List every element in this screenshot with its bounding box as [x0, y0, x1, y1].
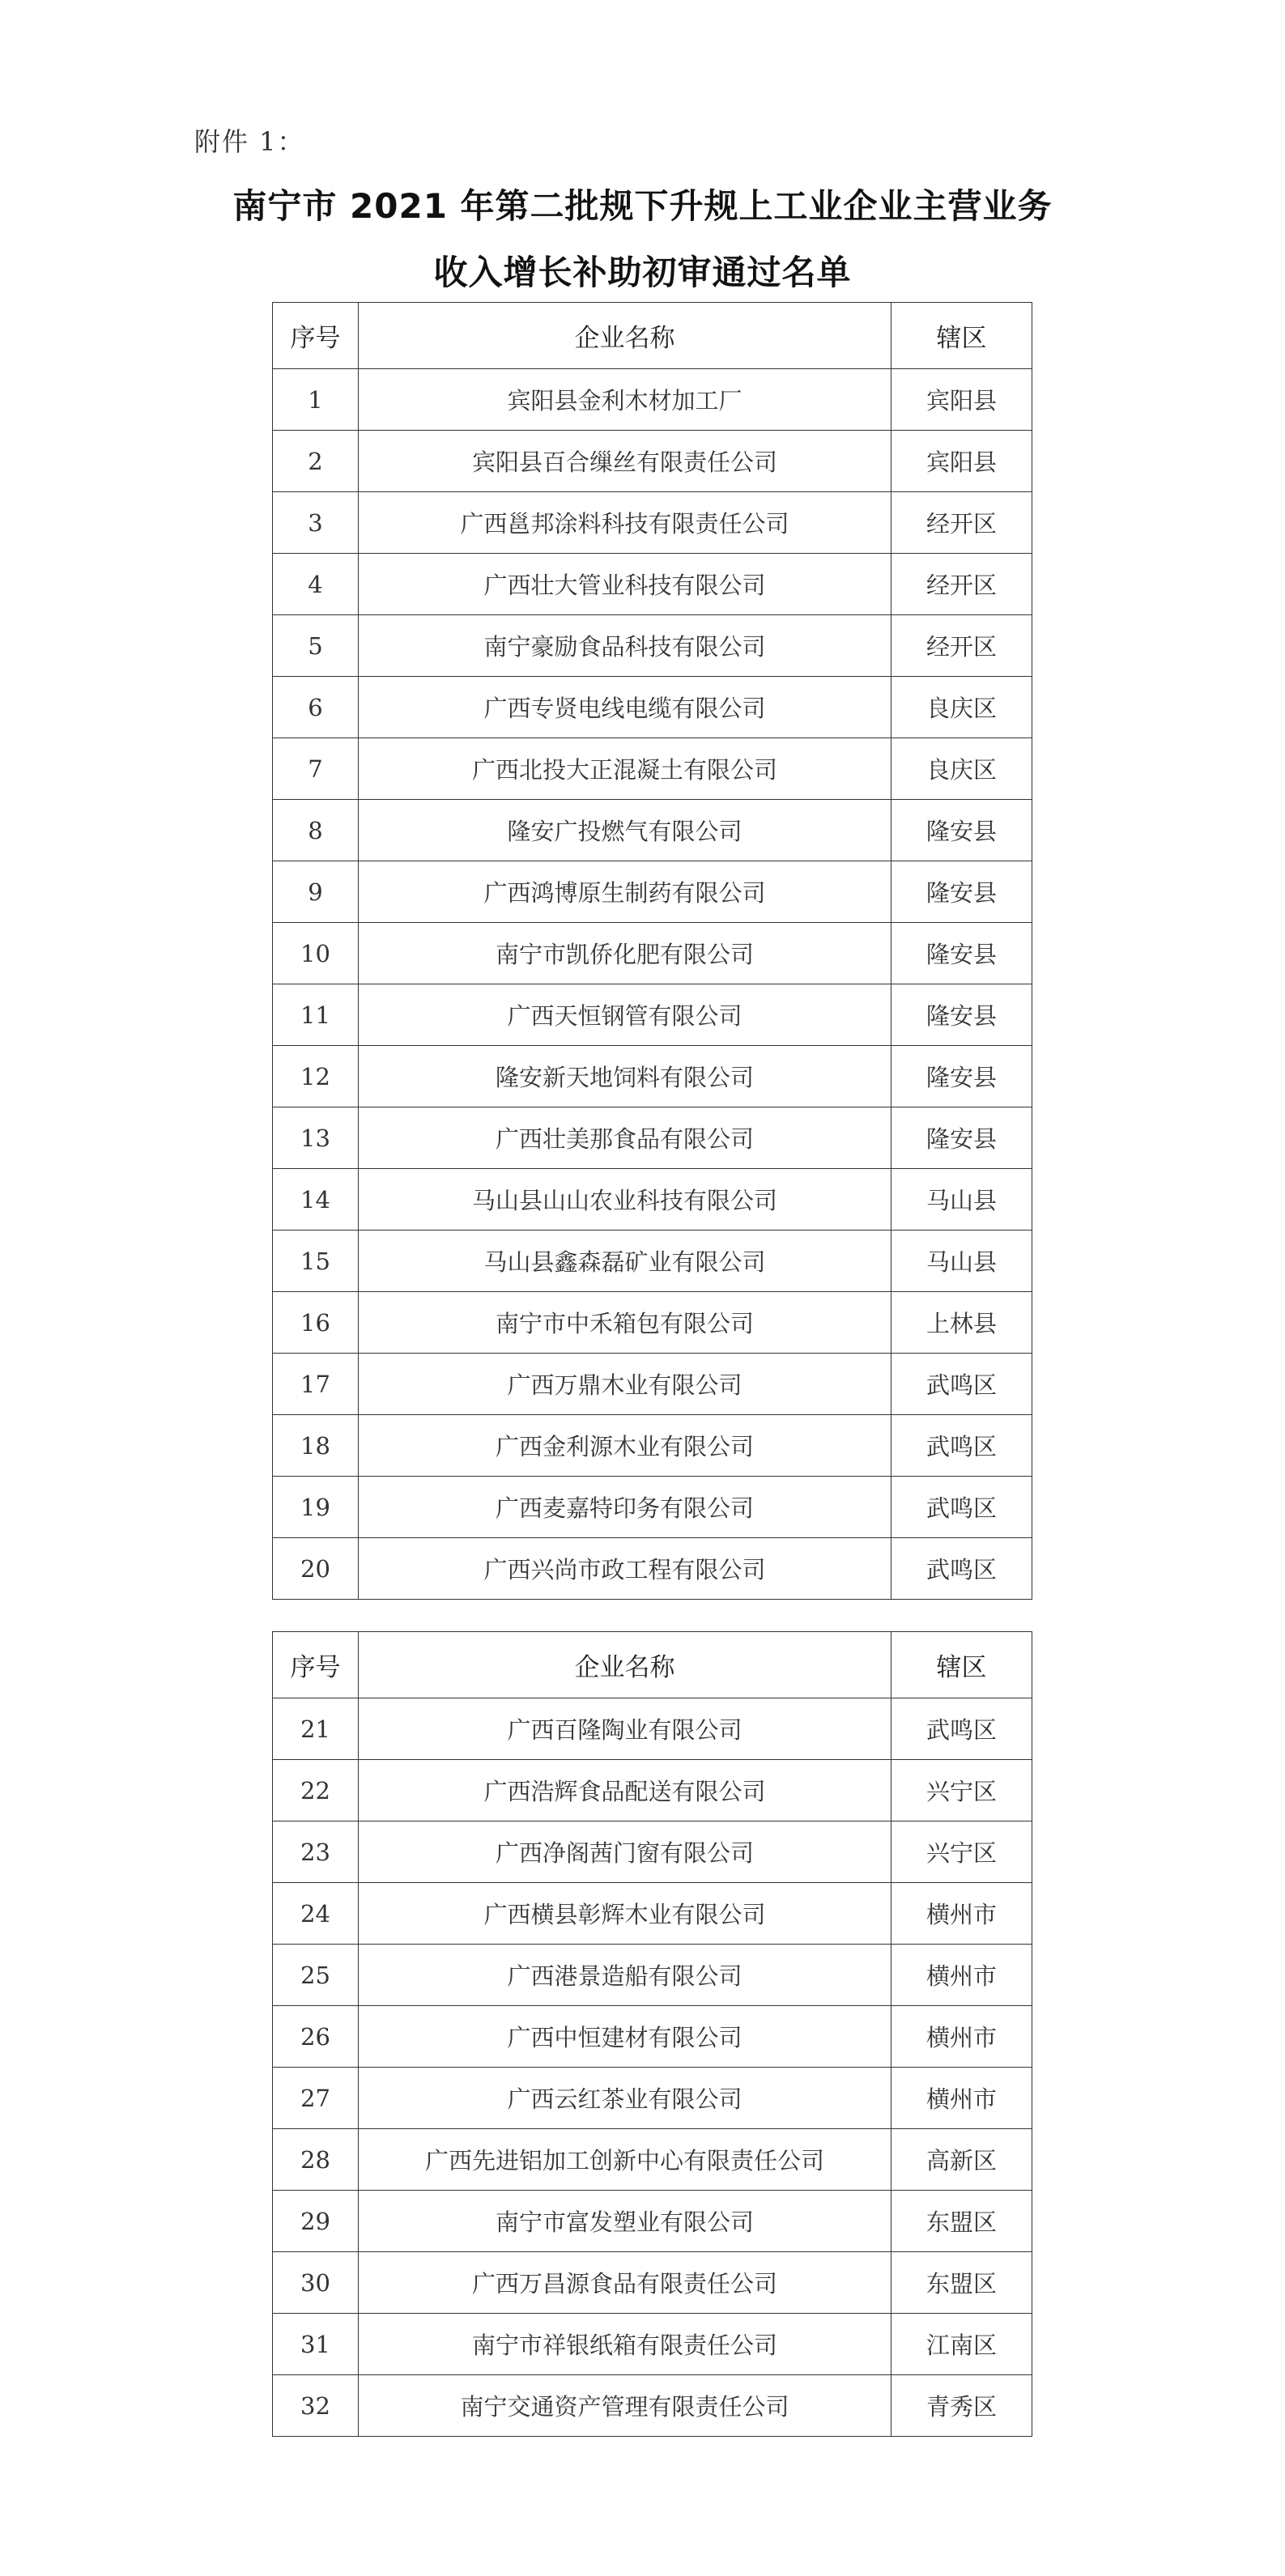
- table-row: [273, 677, 1032, 738]
- table-row: [273, 2129, 1032, 2191]
- cell-serial-number: 31: [273, 2314, 359, 2375]
- cell-company-name: 隆安广投燃气有限公司: [359, 800, 891, 861]
- cell-district: 隆安县: [891, 1046, 1032, 1107]
- cell-company-name: 南宁交通资产管理有限责任公司: [359, 2375, 891, 2437]
- cell-district: 兴宁区: [891, 1821, 1032, 1883]
- table-row: [273, 1169, 1032, 1231]
- cell-company-name: 隆安新天地饲料有限公司: [359, 1046, 891, 1107]
- cell-company-name: 广西麦嘉特印务有限公司: [359, 1477, 891, 1538]
- header-serial-number: 序号: [273, 303, 359, 369]
- table-row: [273, 2252, 1032, 2314]
- cell-district: 宾阳县: [891, 431, 1032, 492]
- cell-district: 宾阳县: [891, 369, 1032, 431]
- cell-district: 江南区: [891, 2314, 1032, 2375]
- cell-district: 武鸣区: [891, 1698, 1032, 1760]
- table-row: [273, 1760, 1032, 1821]
- cell-company-name: 广西先进铝加工创新中心有限责任公司: [359, 2129, 891, 2191]
- table-row: [273, 1821, 1032, 1883]
- cell-district: 横州市: [891, 2068, 1032, 2129]
- cell-serial-number: 9: [273, 861, 359, 923]
- cell-company-name: 广西云红茶业有限公司: [359, 2068, 891, 2129]
- cell-district: 东盟区: [891, 2252, 1032, 2314]
- cell-serial-number: 11: [273, 984, 359, 1046]
- table-row: [273, 1107, 1032, 1169]
- cell-district: 高新区: [891, 2129, 1032, 2191]
- cell-district: 武鸣区: [891, 1354, 1032, 1415]
- cell-company-name: 广西天恒钢管有限公司: [359, 984, 891, 1046]
- table-row: [273, 615, 1032, 677]
- approved-list-table-2: [272, 1631, 1032, 2437]
- cell-district: 隆安县: [891, 923, 1032, 984]
- table-row: [273, 923, 1032, 984]
- cell-company-name: 广西百隆陶业有限公司: [359, 1698, 891, 1760]
- table-row: [273, 1698, 1032, 1760]
- cell-serial-number: 4: [273, 554, 359, 615]
- table-row: [273, 2068, 1032, 2129]
- cell-company-name: 广西鸿博原生制药有限公司: [359, 861, 891, 923]
- table-row: [273, 1945, 1032, 2006]
- table-row: [273, 1231, 1032, 1292]
- cell-serial-number: 15: [273, 1231, 359, 1292]
- cell-district: 横州市: [891, 1945, 1032, 2006]
- cell-district: 隆安县: [891, 984, 1032, 1046]
- cell-serial-number: 3: [273, 492, 359, 554]
- table-row: [273, 2314, 1032, 2375]
- table-row: [273, 861, 1032, 923]
- cell-serial-number: 27: [273, 2068, 359, 2129]
- cell-company-name: 广西浩辉食品配送有限公司: [359, 1760, 891, 1821]
- cell-serial-number: 10: [273, 923, 359, 984]
- header-district: 辖区: [891, 1632, 1032, 1698]
- approved-list-table-1: [272, 302, 1032, 1600]
- cell-serial-number: 20: [273, 1538, 359, 1600]
- header-district: 辖区: [891, 303, 1032, 369]
- cell-company-name: 广西壮美那食品有限公司: [359, 1107, 891, 1169]
- cell-serial-number: 2: [273, 431, 359, 492]
- cell-district: 经开区: [891, 554, 1032, 615]
- cell-district: 武鸣区: [891, 1538, 1032, 1600]
- cell-company-name: 宾阳县百合缫丝有限责任公司: [359, 431, 891, 492]
- cell-serial-number: 18: [273, 1415, 359, 1477]
- cell-company-name: 广西兴尚市政工程有限公司: [359, 1538, 891, 1600]
- cell-company-name: 宾阳县金利木材加工厂: [359, 369, 891, 431]
- table-row: [273, 984, 1032, 1046]
- document-title-line-2: 收入增长补助初审通过名单: [433, 253, 852, 292]
- cell-serial-number: 14: [273, 1169, 359, 1231]
- cell-serial-number: 22: [273, 1760, 359, 1821]
- cell-serial-number: 28: [273, 2129, 359, 2191]
- cell-company-name: 广西中恒建材有限公司: [359, 2006, 891, 2068]
- cell-company-name: 广西北投大正混凝土有限公司: [359, 738, 891, 800]
- cell-district: 经开区: [891, 492, 1032, 554]
- cell-district: 良庆区: [891, 738, 1032, 800]
- table-row: [273, 2191, 1032, 2252]
- cell-district: 良庆区: [891, 677, 1032, 738]
- cell-serial-number: 21: [273, 1698, 359, 1760]
- cell-company-name: 广西邕邦涂料科技有限责任公司: [359, 492, 891, 554]
- cell-district: 横州市: [891, 2006, 1032, 2068]
- cell-serial-number: 1: [273, 369, 359, 431]
- attachment-label: 附件 1：: [194, 126, 305, 157]
- cell-serial-number: 5: [273, 615, 359, 677]
- cell-serial-number: 30: [273, 2252, 359, 2314]
- cell-district: 隆安县: [891, 861, 1032, 923]
- cell-serial-number: 32: [273, 2375, 359, 2437]
- cell-serial-number: 26: [273, 2006, 359, 2068]
- cell-district: 兴宁区: [891, 1760, 1032, 1821]
- cell-company-name: 南宁市祥银纸箱有限责任公司: [359, 2314, 891, 2375]
- cell-company-name: 南宁豪励食品科技有限公司: [359, 615, 891, 677]
- table-row: [273, 492, 1032, 554]
- document-title-line-1: 南宁市 2021 年第二批规下升规上工业企业主营业务: [232, 186, 1053, 226]
- table-row: [273, 1354, 1032, 1415]
- cell-district: 马山县: [891, 1169, 1032, 1231]
- cell-company-name: 广西净阁茜门窗有限公司: [359, 1821, 891, 1883]
- table-row: [273, 431, 1032, 492]
- table-row: [273, 1538, 1032, 1600]
- table-row: [273, 1883, 1032, 1945]
- cell-company-name: 马山县山山农业科技有限公司: [359, 1169, 891, 1231]
- cell-serial-number: 17: [273, 1354, 359, 1415]
- cell-company-name: 广西港景造船有限公司: [359, 1945, 891, 2006]
- cell-district: 隆安县: [891, 800, 1032, 861]
- cell-company-name: 广西横县彰辉木业有限公司: [359, 1883, 891, 1945]
- cell-company-name: 南宁市凯侨化肥有限公司: [359, 923, 891, 984]
- cell-district: 东盟区: [891, 2191, 1032, 2252]
- cell-serial-number: 25: [273, 1945, 359, 2006]
- cell-district: 经开区: [891, 615, 1032, 677]
- table-body-1: [273, 369, 1032, 1600]
- table-row: [273, 369, 1032, 431]
- cell-company-name: 马山县鑫森磊矿业有限公司: [359, 1231, 891, 1292]
- cell-company-name: 广西万昌源食品有限责任公司: [359, 2252, 891, 2314]
- header-serial-number: 序号: [273, 1632, 359, 1698]
- table-row: [273, 2006, 1032, 2068]
- table-row: [273, 554, 1032, 615]
- table-row: [273, 1046, 1032, 1107]
- cell-district: 隆安县: [891, 1107, 1032, 1169]
- cell-district: 武鸣区: [891, 1477, 1032, 1538]
- cell-district: 横州市: [891, 1883, 1032, 1945]
- cell-serial-number: 23: [273, 1821, 359, 1883]
- cell-company-name: 南宁市富发塑业有限公司: [359, 2191, 891, 2252]
- cell-serial-number: 16: [273, 1292, 359, 1354]
- table-row: [273, 1477, 1032, 1538]
- cell-serial-number: 6: [273, 677, 359, 738]
- cell-serial-number: 24: [273, 1883, 359, 1945]
- cell-district: 上林县: [891, 1292, 1032, 1354]
- cell-company-name: 广西万鼎木业有限公司: [359, 1354, 891, 1415]
- cell-serial-number: 13: [273, 1107, 359, 1169]
- cell-serial-number: 19: [273, 1477, 359, 1538]
- table-row: [273, 1292, 1032, 1354]
- table-header-row: [273, 1632, 1032, 1698]
- table-row: [273, 738, 1032, 800]
- table-body-2: [273, 1698, 1032, 2437]
- header-company-name: 企业名称: [359, 1632, 891, 1698]
- cell-company-name: 广西专贤电线电缆有限公司: [359, 677, 891, 738]
- cell-company-name: 广西壮大管业科技有限公司: [359, 554, 891, 615]
- cell-serial-number: 8: [273, 800, 359, 861]
- header-company-name: 企业名称: [359, 303, 891, 369]
- table-row: [273, 2375, 1032, 2437]
- table-row: [273, 1415, 1032, 1477]
- cell-serial-number: 7: [273, 738, 359, 800]
- cell-district: 马山县: [891, 1231, 1032, 1292]
- cell-serial-number: 12: [273, 1046, 359, 1107]
- cell-company-name: 广西金利源木业有限公司: [359, 1415, 891, 1477]
- table-header-row: [273, 303, 1032, 369]
- table-row: [273, 800, 1032, 861]
- cell-district: 青秀区: [891, 2375, 1032, 2437]
- cell-serial-number: 29: [273, 2191, 359, 2252]
- cell-district: 武鸣区: [891, 1415, 1032, 1477]
- cell-company-name: 南宁市中禾箱包有限公司: [359, 1292, 891, 1354]
